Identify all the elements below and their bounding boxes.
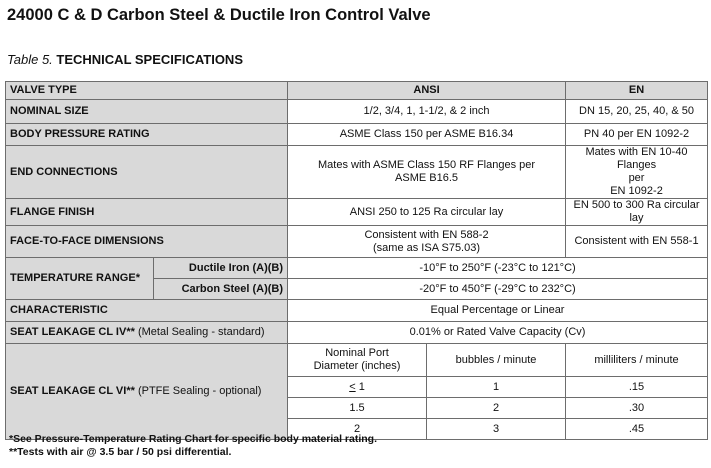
table-caption [7, 52, 243, 67]
end-connections-en [566, 146, 708, 199]
footnote-2: **Tests with air @ 3.5 bar / 50 psi differential. [9, 446, 232, 458]
table-row [6, 124, 708, 146]
table-row [6, 82, 708, 100]
face-to-face-ansi [288, 226, 566, 258]
seat-vi-bubbles-cell: 2 [427, 398, 566, 419]
characteristic-value: Equal Percentage or Linear [288, 300, 708, 322]
end-connections-ansi-line2: ASME B16.5 [395, 172, 458, 184]
table-row [6, 100, 708, 124]
row-label-characteristic: CHARACTERISTIC [6, 300, 288, 322]
seat-vi-header-port-line1: Nominal Port [325, 347, 389, 359]
table-caption-prefix: Table 5. [7, 52, 53, 67]
seat-leakage-iv-label-bold: SEAT LEAKAGE CL IV** [10, 326, 135, 338]
seat-vi-port-value: 1 [355, 380, 365, 393]
seat-vi-port-prefix: < [349, 380, 356, 393]
seat-vi-ml-cell: .30 [566, 398, 708, 419]
face-to-face-en: Consistent with EN 558-1 [566, 226, 708, 258]
seat-vi-port-cell: 2 [288, 419, 427, 440]
temperature-carbon-label: Carbon Steel (A)(B) [154, 279, 288, 300]
technical-specifications-table [5, 81, 708, 440]
nominal-size-ansi: 1/2, 3/4, 1, 1-1/2, & 2 inch [288, 100, 566, 124]
body-pressure-en: PN 40 per EN 1092-2 [566, 124, 708, 146]
row-label-body-pressure: BODY PRESSURE RATING [6, 124, 288, 146]
temperature-ductile-label: Ductile Iron (A)(B) [154, 258, 288, 279]
header-en: EN [566, 82, 708, 100]
end-connections-ansi [288, 146, 566, 199]
seat-vi-port-cell [288, 377, 427, 398]
header-ansi: ANSI [288, 82, 566, 100]
flange-finish-en: EN 500 to 300 Ra circular lay [566, 199, 708, 226]
temperature-ductile-value: -10°F to 250°F (-23°C to 121°C) [288, 258, 708, 279]
row-label-valve-type: VALVE TYPE [6, 82, 288, 100]
row-label-nominal-size: NOMINAL SIZE [6, 100, 288, 124]
row-label-flange-finish: FLANGE FINISH [6, 199, 288, 226]
table-row [6, 322, 708, 344]
document-title: 24000 C & D Carbon Steel & Ductile Iron Control Valve [7, 6, 431, 24]
footnotes [9, 433, 377, 459]
seat-vi-header-port-line2: Diameter (inches) [313, 360, 401, 372]
seat-vi-bubbles-cell: 1 [427, 377, 566, 398]
table-row [6, 344, 708, 377]
end-connections-en-line1: Mates with EN 10-40 Flanges [585, 146, 688, 171]
footnote-1: *See Pressure-Temperature Rating Chart for specific body material rating. [9, 433, 377, 445]
seat-vi-bubbles-cell: 3 [427, 419, 566, 440]
seat-leakage-vi-label-bold: SEAT LEAKAGE CL VI** [10, 385, 135, 397]
seat-vi-port-cell: 1.5 [288, 398, 427, 419]
table-row [6, 300, 708, 322]
seat-leakage-iv-label-normal: (Metal Sealing - standard) [134, 326, 265, 338]
flange-finish-ansi: ANSI 250 to 125 Ra circular lay [288, 199, 566, 226]
nominal-size-en: DN 15, 20, 25, 40, & 50 [566, 100, 708, 124]
table-row [6, 146, 708, 199]
seat-leakage-iv-value: 0.01% or Rated Valve Capacity (Cv) [288, 322, 708, 344]
end-connections-en-line2: per [628, 172, 645, 184]
seat-vi-header-ml: milliliters / minute [566, 344, 708, 377]
row-label-seat-leakage-iv [6, 322, 288, 344]
seat-leakage-vi-label-normal: (PTFE Sealing - optional) [134, 385, 262, 397]
row-label-seat-leakage-vi [6, 344, 288, 440]
table-row [6, 226, 708, 258]
table-caption-title: TECHNICAL SPECIFICATIONS [56, 52, 243, 67]
row-label-face-to-face: FACE-TO-FACE DIMENSIONS [6, 226, 288, 258]
table-row [6, 258, 708, 279]
end-connections-en-line3: EN 1092-2 [610, 185, 663, 197]
seat-vi-ml-cell: .45 [566, 419, 708, 440]
seat-vi-ml-cell: .15 [566, 377, 708, 398]
temperature-carbon-value: -20°F to 450°F (-29°C to 232°C) [288, 279, 708, 300]
row-label-temperature-range: TEMPERATURE RANGE* [6, 258, 154, 300]
table-row [6, 199, 708, 226]
row-label-end-connections: END CONNECTIONS [6, 146, 288, 199]
seat-vi-header-port [288, 344, 427, 377]
face-to-face-ansi-line1: Consistent with EN 588-2 [364, 228, 489, 241]
body-pressure-ansi: ASME Class 150 per ASME B16.34 [288, 124, 566, 146]
seat-vi-header-bubbles: bubbles / minute [427, 344, 566, 377]
face-to-face-ansi-line2: (same as ISA S75.03) [373, 241, 481, 254]
end-connections-ansi-line1: Mates with ASME Class 150 RF Flanges per [318, 159, 536, 171]
